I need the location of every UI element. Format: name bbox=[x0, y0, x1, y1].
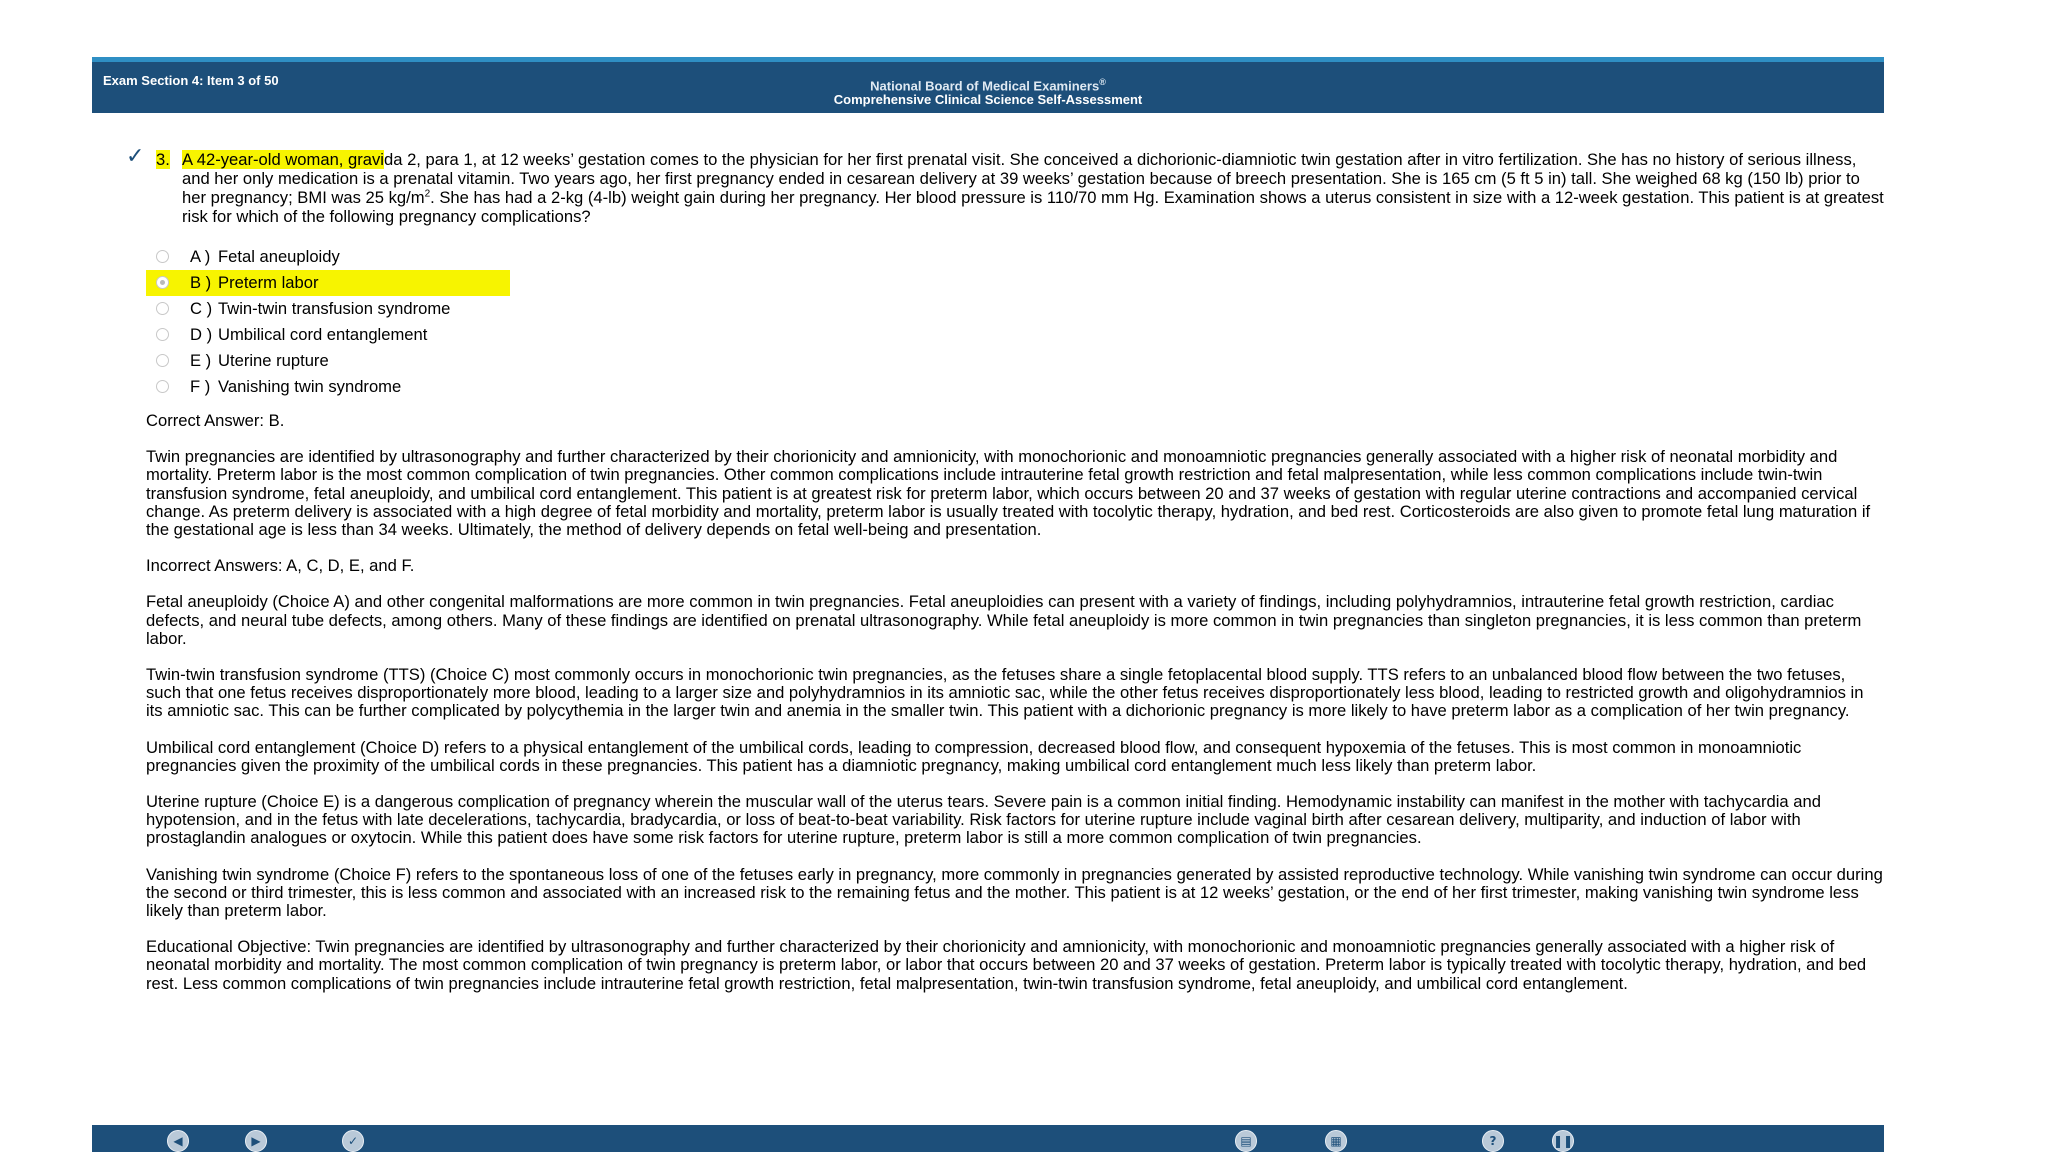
option-letter: B ) bbox=[190, 273, 212, 292]
marked-checkmark-icon: ✓ bbox=[126, 144, 145, 169]
exam-footer-toolbar bbox=[92, 1125, 1884, 1152]
exam-title-line1: National Board of Medical Examiners bbox=[870, 78, 1100, 94]
option-a[interactable] bbox=[146, 244, 510, 270]
option-b[interactable] bbox=[146, 270, 510, 296]
option-letter: C ) bbox=[190, 299, 213, 318]
question-text-part2: . She has had a 2-kg (4-lb) weight gain during her pregnancy. Her blood pressure is 110/70 mm Hg. Examination shows a uterus consistent in size with a 12-week gestation. This patient is at greatest risk for which of the following pregnancy complications? bbox=[182, 188, 1884, 226]
question-number: 3. bbox=[156, 150, 170, 169]
calculator-icon[interactable]: ▦ bbox=[1325, 1130, 1347, 1152]
option-letter: A ) bbox=[190, 247, 211, 266]
next-arrow-icon[interactable]: ▶ bbox=[245, 1130, 267, 1152]
option-text: Fetal aneuploidy bbox=[218, 247, 340, 266]
correct-explanation: Twin pregnancies are identified by ultrasonography and further characterized by their chorionicity and amnionicity, with monochorionic and monoamniotic pregnancies generally associated with a higher risk of neonatal morbidity and mortality. Preterm labor is the most common complication of twin pregnancies. Other common complications include intrauterine fetal growth restriction and fetal malpresentation, while less common complications include twin-twin transfusion syndrome, fetal aneuploidy, and umbilical cord entanglement. This patient is at greatest risk for preterm labor, which occurs between 20 and 37 weeks of gestation with regular uterine contractions and accompanied cervical change. As preterm delivery is associated with a high degree of fetal morbidity and mortality, preterm labor is usually treated with tocolytic therapy, hydration, and bed rest. Corticosteroids are also given to promote fetal lung maturation if the gestational age is less than 34 weeks. Ultimately, the method of delivery depends on fetal well-being and presentation. bbox=[146, 447, 1871, 540]
radio-button[interactable] bbox=[156, 302, 169, 315]
radio-button[interactable] bbox=[156, 328, 169, 341]
exam-header bbox=[92, 57, 1884, 113]
radio-button[interactable] bbox=[156, 380, 169, 393]
educational-objective: Educational Objective: Twin pregnancies are identified by ultrasonography and further characterized by their chorionicity and amnionicity, with monochorionic and monoamniotic pregnancies generally associated with a higher risk of neonatal morbidity and mortality. The most common complication of twin pregnancy is preterm labor, or labor that occurs between 20 and 37 weeks of gestation. Preterm labor is typically treated with tocolytic therapy, hydration, and bed rest. Less common complications of twin pregnancies include intrauterine fetal growth restriction, fetal malpresentation, twin-twin transfusion syndrome, fetal aneuploidy, and umbilical cord entanglement. bbox=[146, 937, 1867, 993]
checkmark-icon[interactable]: ✓ bbox=[342, 1130, 364, 1152]
option-text: Vanishing twin syndrome bbox=[218, 377, 402, 396]
option-letter: F ) bbox=[190, 377, 211, 396]
pause-icon[interactable]: ❚❚ bbox=[1552, 1130, 1574, 1152]
choice-f-explanation: Vanishing twin syndrome (Choice F) refers to the spontaneous loss of one of the fetuses early in pregnancy, more commonly in pregnancies generated by assisted reproductive technology. While vanishing twin syndrome can occur during the second or third trimester, this is less common and associated with an increased risk to the remaining fetus and the mother. This patient is at 12 weeks’ gestation, or the end of her first trimester, making vanishing twin syndrome less likely than preterm labor. bbox=[146, 864, 1883, 921]
radio-button[interactable] bbox=[156, 250, 169, 263]
registered-mark: ® bbox=[1099, 77, 1106, 87]
option-text: Preterm labor bbox=[218, 273, 319, 292]
question-content bbox=[126, 144, 1884, 1011]
option-d[interactable] bbox=[146, 322, 510, 348]
question-stem bbox=[146, 150, 1884, 226]
lab-values-icon[interactable]: ▤ bbox=[1235, 1130, 1257, 1152]
choice-a-explanation: Fetal aneuploidy (Choice A) and other congenital malformations are more common in twin pregnancies. Fetal aneuploidies can present with a variety of findings, including polyhydramnios, intrauterine fetal growth restriction, cardiac defects, and neural tube defects, among others. Many of these findings are identified on prenatal ultrasonography. While fetal aneuploidy is more common in twin pregnancies than singleton pregnancies, it is less common than preterm labor. bbox=[146, 592, 1862, 648]
choice-c-explanation: Twin-twin transfusion syndrome (TTS) (Choice C) most commonly occurs in monochorionic twin pregnancies, as the fetuses share a single fetoplacental blood supply. TTS refers to an unbalanced blood flow between the two fetuses, such that one fetus receives disproportionately more blood, leading to a larger size and polyhydramnios in its amniotic sac, while the other fetus receives disproportionately less blood, leading to restricted growth and oligohydramnios in its amniotic sac. This can be further complicated by polycythemia in the larger twin and anemia in the smaller twin. This patient with a dichorionic pregnancy is more likely to have preterm labor as a complication of her twin pregnancy. bbox=[146, 665, 1864, 721]
radio-button[interactable] bbox=[156, 354, 169, 367]
highlighted-text: A 42-year-old woman, gravi bbox=[182, 150, 384, 169]
option-f[interactable] bbox=[146, 374, 510, 400]
answer-options bbox=[146, 244, 1884, 400]
option-text: Umbilical cord entanglement bbox=[218, 325, 428, 344]
incorrect-answers: Incorrect Answers: A, C, D, E, and F. bbox=[146, 556, 415, 576]
choice-d-explanation: Umbilical cord entanglement (Choice D) refers to a physical entanglement of the umbilical cords, leading to compression, decreased blood flow, and consequent hypoxemia of the fetuses. This is most common in monoamniotic pregnancies given the proximity of the umbilical cords in these pregnancies. This patient has a diamniotic pregnancy, making umbilical cord entanglement much less likely than preterm labor. bbox=[146, 737, 1802, 775]
option-text: Twin-twin transfusion syndrome bbox=[218, 299, 451, 318]
exam-section-item: Exam Section 4: Item 3 of 50 bbox=[103, 73, 279, 88]
exam-title-line2: Comprehensive Clinical Science Self-Assessment bbox=[833, 92, 1143, 108]
explanation bbox=[146, 412, 1884, 993]
option-e[interactable] bbox=[146, 348, 510, 374]
radio-button-selected[interactable] bbox=[156, 276, 169, 289]
option-text: Uterine rupture bbox=[218, 351, 329, 370]
option-c[interactable] bbox=[146, 296, 510, 322]
previous-arrow-icon[interactable]: ◀ bbox=[167, 1130, 189, 1152]
option-letter: E ) bbox=[190, 351, 212, 370]
option-letter: D ) bbox=[190, 325, 213, 344]
choice-e-explanation: Uterine rupture (Choice E) is a dangerous complication of pregnancy wherein the muscular wall of the uterus tears. Severe pain is a common initial finding. Hemodynamic instability can manifest in the mother with tachycardia and hypotension, and in the fetus with late decelerations, tachycardia, bradycardia, or loss of beat-to-beat variability. Risk factors for uterine rupture include vaginal birth after cesarean delivery, multiparity, and induction of labor with prostaglandin analogues or oxytocin. While this patient does have some risk factors for uterine rupture, preterm labor is still a more common complication of twin pregnancies. bbox=[146, 792, 1821, 848]
help-icon[interactable]: ? bbox=[1482, 1130, 1504, 1152]
correct-answer: Correct Answer: B. bbox=[146, 411, 285, 430]
exam-title bbox=[92, 75, 1884, 107]
question-text bbox=[182, 150, 1884, 226]
question-text-part1: da 2, para 1, at 12 weeks’ gestation comes to the physician for her first prenatal visit. She conceived a dichorionic-diamniotic twin gestation after in vitro fertilization. She has no history of serious illness, and her only medication is a prenatal vitamin. Two years ago, her first pregnancy ended in cesarean delivery at 39 weeks’ gestation because of breech presentation. She is 165 cm (5 ft 5 in) tall. She weighed 68 kg (150 lb) prior to her pregnancy; BMI was 25 kg/m bbox=[182, 150, 1860, 207]
superscript-2: 2 bbox=[424, 188, 431, 200]
